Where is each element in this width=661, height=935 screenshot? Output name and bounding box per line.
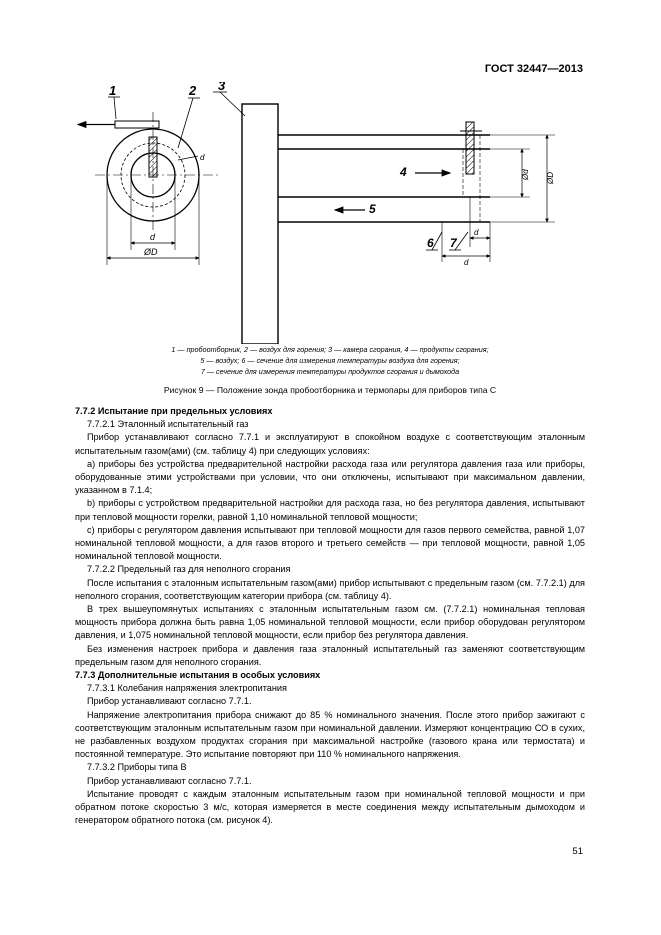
front-view [78,97,220,265]
paragraph: В трех вышеупомянутых испытаниях с эталонным испытательным газом см. (7.7.2.1) номинальная тепловая мощность прибора должна быть равна 1,05 номинальной тепловой мощности, если прибор оборудован регулятором давления, и 1,075 номинальной тепловой мощности, если прибор без регулятора давления. [75,604,585,641]
standard-header: ГОСТ 32447—2013 [484,63,583,75]
dim-D-left: ØD [144,247,158,257]
paragraph: Без изменения настроек прибора и давления газа эталонный испытательный газ заменяют соответствующим предельным газом для неполного сгорания. [75,643,585,667]
heading-7-7-3: 7.7.3 Дополнительные испытания в особых условиях [75,670,321,681]
legend-line-1: 1 — пробоотборник, 2 — воздух для горения; 3 — камера сгорания, 4 — продукты сгорания; [171,345,489,354]
combustion-chamber [213,92,278,344]
list-item-b: b) приборы с устройством предварительной настройки для расхода газа, но без регулятора давления, испытывают при тепловой мощности горелки, равной 1,10 номинальной тепловой мощности; [75,498,585,522]
subheading-7-7-2-1: 7.7.2.1 Эталонный испытательный газ [87,419,249,430]
heading-7-7-2: 7.7.2 Испытание при предельных условиях [75,406,273,416]
list-item-c: с) приборы с регулятором давления испытывают при тепловой мощности для газов первого семейства, равной 1,07 номинальной тепловой мощности, а для газов второго и третьего семейств — при тепловой мощности, равной 1,05 номинальной тепловой мощности. [75,524,585,562]
dim-D-right: ØD [546,172,555,184]
label-3: 3 [218,82,226,93]
figure-9-diagram [60,82,600,344]
legend-line-3: 7 — сечение для измерения температуры продуктов сгорания и дымохода [200,367,460,376]
paragraph: Испытание проводят с каждым эталонным испытательным газом при номинальной тепловой мощности и при обратном потоке скоростью 3 м/с, которая измеряется в месте соединения между испытательным дымоходом и генератором обратного потока (см. рисунок 4). [75,788,585,826]
paragraph: После испытания с эталонным испытательным газом(ами) прибор испытывают с предельным газом (см. 7.7.2.1) для неполного сгорания, соответствующим категории прибора (см. таблицу 4). [75,577,585,601]
subheading-7-7-2-2: 7.7.2.2 Предельный газ для неполного сгорания [87,564,291,575]
paragraph: Напряжение электропитания прибора снижают до 85 % номинального значения. После этого прибор зажигают с соответствующим эталонным испытательным газом при номинальной давлении. Измеряют концентрацию СО в сухих, не разбавленных воздухом продуктах сгорания при максимальной настройке (газового крана или термостата) и постоянной температуре. Это испытание повторяют при 110 % номинального напряжения. [75,709,585,760]
dim-d-right: d [464,258,469,267]
dim-d-right-small: d [474,228,479,237]
page-number: 51 [572,846,583,857]
list-item-a: а) приборы без устройства предварительной настройки расхода газа или регулятора давления газа или приборы, оборудованные этими устройствами при условии, что они отключены, испытывают при максимальном давлении, указанном в 7.1.4; [75,458,585,496]
dim-d-small: d [200,153,205,162]
label-7: 7 [450,236,457,250]
dim-d-left: d [150,232,156,242]
body-text [75,405,585,828]
subheading-7-7-3-1: 7.7.3.1 Колебания напряжения электропитания [87,683,287,694]
dim-d-vertical: Ød [521,169,530,180]
figure-caption: Рисунок 9 — Положение зонда пробоотборника и термопары для приборов типа С [163,385,497,395]
paragraph: Прибор устанавливают согласно 7.7.1. [87,696,252,707]
subheading-7-7-3-2: 7.7.3.2 Приборы типа В [87,762,187,773]
label-5: 5 [369,202,376,216]
label-6: 6 [427,236,434,250]
flue-system [278,122,555,262]
paragraph: Прибор устанавливают согласно 7.7.1 и эксплуатируют в спокойном воздухе с соответствующим эталонным испытательным газом(ами) (см. таблицу 4) при следующих условиях: [75,432,585,456]
paragraph: Прибор устанавливают согласно 7.7.1. [87,775,252,786]
label-2: 2 [189,83,197,98]
legend-line-2: 5 — воздух; 6 — сечение для измерения температуры воздуха для горения; [200,356,460,365]
label-1: 1 [109,83,117,98]
label-4: 4 [400,165,407,179]
